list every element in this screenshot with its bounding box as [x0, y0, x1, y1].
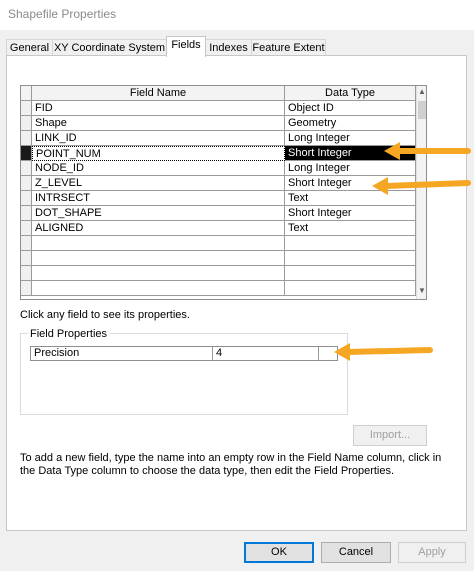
table-row[interactable] — [21, 101, 416, 116]
table-row-selected[interactable] — [21, 146, 416, 161]
tab-indexes[interactable]: Indexes — [205, 39, 252, 56]
field-name-cell[interactable]: INTRSECT — [32, 191, 285, 206]
fields-hint-text: Click any field to see its properties. — [20, 309, 190, 321]
field-properties-label: Field Properties — [30, 328, 108, 340]
help-text: To add a new field, type the name into an empty row in the Field Name column, click in the Data Type column to choose the data type, then edit the Field Properties. — [20, 452, 442, 477]
row-selector[interactable] — [21, 161, 32, 176]
row-selector[interactable] — [21, 131, 32, 146]
data-type-cell[interactable]: Short Integer — [285, 176, 416, 191]
window-title: Shapefile Properties — [8, 7, 117, 21]
row-selector[interactable] — [21, 191, 32, 206]
table-row[interactable] — [21, 221, 416, 236]
row-selector[interactable] — [21, 206, 32, 221]
annotation-arrow-icon — [380, 140, 472, 162]
data-type-cell[interactable] — [285, 236, 416, 251]
table-row[interactable] — [21, 206, 416, 221]
row-selector-header — [21, 86, 32, 101]
property-name-cell: Precision — [31, 347, 213, 360]
data-type-cell[interactable]: Short Integer — [285, 146, 416, 161]
field-name-cell[interactable]: NODE_ID — [32, 161, 285, 176]
row-selector[interactable] — [21, 281, 32, 296]
field-properties-grid[interactable] — [30, 346, 338, 361]
table-row-empty[interactable] — [21, 251, 416, 266]
table-row-empty[interactable] — [21, 266, 416, 281]
table-row-empty[interactable] — [21, 236, 416, 251]
tab-feature-extent[interactable]: Feature Extent — [251, 39, 326, 56]
field-name-cell[interactable] — [32, 251, 285, 266]
row-selector[interactable] — [21, 101, 32, 116]
row-selector[interactable] — [21, 116, 32, 131]
field-name-cell[interactable]: POINT_NUM — [32, 146, 285, 161]
data-type-cell[interactable]: Short Integer — [285, 206, 416, 221]
table-row[interactable] — [21, 176, 416, 191]
field-name-cell[interactable]: LINK_ID — [32, 131, 285, 146]
row-selector[interactable] — [21, 221, 32, 236]
field-name-cell[interactable]: FID — [32, 101, 285, 116]
data-type-cell[interactable]: Long Integer — [285, 131, 416, 146]
ok-button[interactable]: OK — [244, 542, 314, 563]
title-bar — [0, 0, 474, 30]
field-name-cell[interactable] — [32, 236, 285, 251]
data-type-cell[interactable]: Object ID — [285, 101, 416, 116]
field-name-cell[interactable]: DOT_SHAPE — [32, 206, 285, 221]
field-name-cell[interactable]: Shape — [32, 116, 285, 131]
apply-button[interactable]: Apply — [398, 542, 466, 563]
data-type-cell[interactable] — [285, 251, 416, 266]
row-selector[interactable] — [21, 251, 32, 266]
data-type-cell[interactable]: Long Integer — [285, 161, 416, 176]
table-row[interactable] — [21, 161, 416, 176]
field-name-cell[interactable]: Z_LEVEL — [32, 176, 285, 191]
scroll-up-arrow-icon[interactable]: ▲ — [418, 87, 426, 96]
fields-grid-header — [21, 86, 416, 101]
scrollbar-thumb[interactable] — [418, 101, 426, 119]
tab-fields[interactable]: Fields — [166, 36, 206, 57]
table-row[interactable] — [21, 116, 416, 131]
data-type-cell[interactable] — [285, 266, 416, 281]
data-type-cell[interactable]: Text — [285, 221, 416, 236]
row-selector[interactable] — [21, 176, 32, 191]
cancel-button[interactable]: Cancel — [321, 542, 391, 563]
tab-xy-coordinate-system[interactable]: XY Coordinate System — [52, 39, 167, 56]
annotation-arrow-icon — [330, 341, 434, 363]
row-selector[interactable] — [21, 266, 32, 281]
fields-grid[interactable] — [20, 85, 427, 300]
table-row[interactable] — [21, 131, 416, 146]
row-selector-active[interactable] — [21, 146, 32, 161]
data-type-cell[interactable]: Text — [285, 191, 416, 206]
field-name-cell[interactable]: ALIGNED — [32, 221, 285, 236]
table-row-empty[interactable] — [21, 281, 416, 296]
data-type-column-header: Data Type — [285, 86, 416, 101]
data-type-cell[interactable]: Geometry — [285, 116, 416, 131]
annotation-arrow-icon — [368, 174, 472, 196]
table-row[interactable] — [21, 191, 416, 206]
property-value-cell[interactable]: 4 — [213, 347, 319, 360]
field-name-cell[interactable] — [32, 266, 285, 281]
scroll-down-arrow-icon[interactable]: ▼ — [418, 286, 426, 295]
data-type-cell[interactable] — [285, 281, 416, 296]
tab-general[interactable]: General — [6, 39, 53, 56]
import-button[interactable]: Import... — [353, 425, 427, 446]
field-name-cell[interactable] — [32, 281, 285, 296]
row-selector[interactable] — [21, 236, 32, 251]
field-name-column-header: Field Name — [32, 86, 285, 101]
